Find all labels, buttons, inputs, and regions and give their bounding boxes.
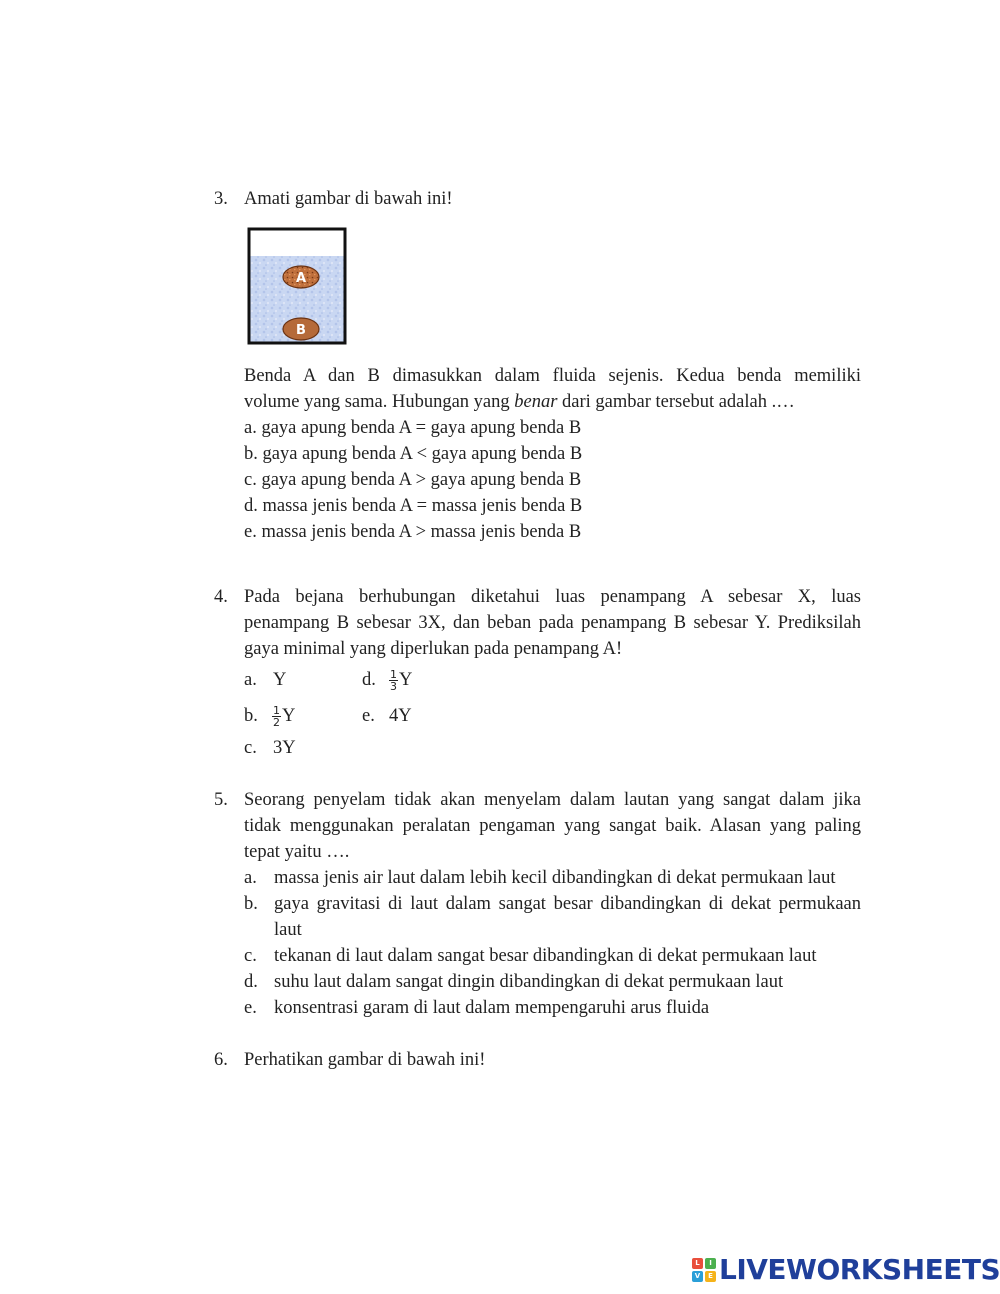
question-5-number: 5.	[214, 790, 228, 810]
liveworksheets-logo[interactable]	[692, 1255, 1000, 1285]
question-4-number: 4.	[214, 587, 228, 607]
logo-tile-l: L	[692, 1258, 703, 1269]
question-3-option-c[interactable]: c. gaya apung benda A > gaya apung benda B	[244, 470, 582, 490]
logo-tile-i: I	[705, 1258, 716, 1269]
question-4-option-b[interactable]: $\frac{1}{2}$ Y	[273, 704, 296, 730]
question-5-option-e-letter: e.	[244, 998, 257, 1018]
question-4-option-c[interactable]: 3Y	[273, 738, 296, 758]
question-5-line-1: Seorang penyelam tidak akan menyelam dalam lautan yang sangat dalam jika	[244, 790, 861, 810]
question-3-option-a[interactable]: a. gaya apung benda A = gaya apung benda B	[244, 418, 582, 438]
logo-tile-e: E	[705, 1271, 716, 1282]
logo-tiles-icon	[692, 1258, 716, 1282]
question-4-option-d[interactable]: $\frac{1}{3}$ Y	[390, 668, 413, 694]
question-4-line-1: Pada bejana berhubungan diketahui luas penampang A sebesar X, luas	[244, 587, 861, 607]
question-3-option-b[interactable]: b. gaya apung benda A < gaya apung benda B	[244, 444, 583, 464]
question-3-option-e[interactable]: e. massa jenis benda A > massa jenis benda B	[244, 522, 582, 542]
question-4-option-c-letter: c.	[244, 738, 257, 758]
question-4-option-e-letter: e.	[362, 706, 375, 726]
fraction-one-third: $\frac{1}{3}$	[390, 668, 397, 694]
question-4-option-d-letter: d.	[362, 670, 376, 690]
question-4-option-b-letter: b.	[244, 706, 258, 726]
question-4-option-a-letter: a.	[244, 670, 257, 690]
question-6-number: 6.	[214, 1050, 228, 1070]
question-3-stem-line-2: volume yang sama. Hubungan yang benar dari gambar tersebut adalah .…	[244, 392, 795, 412]
question-4-line-2: penampang B sebesar 3X, dan beban pada penampang B sebesar Y. Prediksilah	[244, 613, 861, 633]
question-5-option-b-letter: b.	[244, 894, 258, 914]
logo-wordmark: LIVEWORKSHEETS	[719, 1253, 1000, 1286]
question-5-option-b[interactable]: gaya gravitasi di laut dalam sangat besar dibandingkan di dekat permukaan	[274, 894, 861, 914]
question-5-option-d[interactable]: suhu laut dalam sangat dingin dibandingkan di dekat permukaan laut	[274, 972, 784, 992]
question-3-option-d[interactable]: d. massa jenis benda A = massa jenis benda B	[244, 496, 583, 516]
object-b-label: B	[296, 323, 306, 338]
question-5-line-2: tidak menggunakan peralatan pengaman yang sangat baik. Alasan yang paling	[244, 816, 861, 836]
question-6-prompt: Perhatikan gambar di bawah ini!	[244, 1050, 486, 1070]
question-4-option-e[interactable]: 4Y	[389, 706, 412, 726]
question-5-option-e[interactable]: konsentrasi garam di laut dalam mempengaruhi arus fluida	[274, 998, 710, 1018]
question-3-stem-line-1: Benda A dan B dimasukkan dalam fluida sejenis. Kedua benda memiliki	[244, 366, 861, 386]
question-5-option-a-letter: a.	[244, 868, 257, 888]
question-5-option-c[interactable]: tekanan di laut dalam sangat besar dibandingkan di dekat permukaan laut	[274, 946, 817, 966]
question-3-prompt: Amati gambar di bawah ini!	[244, 189, 453, 209]
object-a-label: A	[295, 271, 307, 286]
question-5-option-d-letter: d.	[244, 972, 258, 992]
question-5-option-c-letter: c.	[244, 946, 257, 966]
fluid-container-figure	[246, 226, 348, 346]
question-5-line-3: tepat yaitu ….	[244, 842, 350, 862]
question-5-option-a[interactable]: massa jenis air laut dalam lebih kecil dibandingkan di dekat permukaan laut	[274, 868, 836, 888]
logo-tile-v: V	[692, 1271, 703, 1282]
question-4-option-a[interactable]: Y	[273, 670, 287, 690]
question-4-line-3: gaya minimal yang diperlukan pada penampang A!	[244, 639, 623, 659]
question-5-option-b-continued[interactable]: laut	[274, 920, 302, 940]
question-3-number: 3.	[214, 189, 228, 209]
fraction-one-half: $\frac{1}{2}$	[273, 704, 280, 730]
